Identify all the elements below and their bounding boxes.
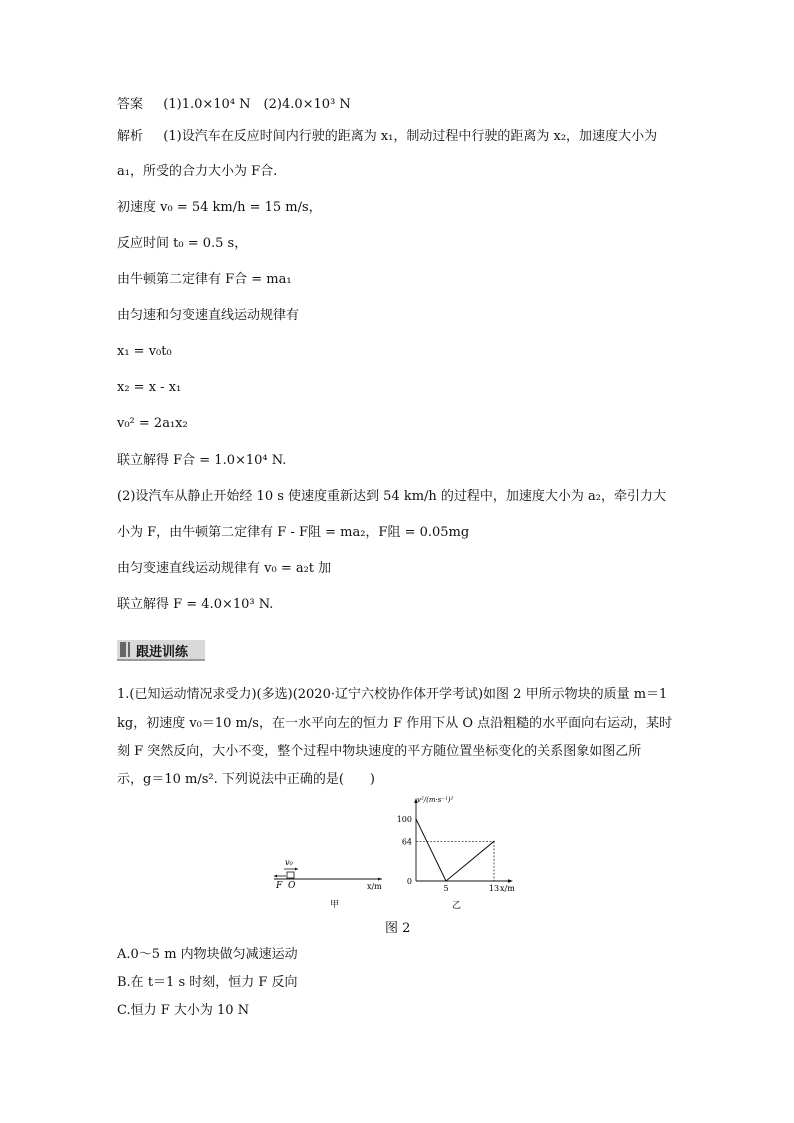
section-header (117, 640, 205, 661)
series-segment (416, 819, 446, 881)
analysis-line: 联立解得 F = 4.0×10³ N. (117, 597, 274, 612)
option-b: B.在 t＝1 s 时刻，恒力 F 反向 (117, 975, 298, 990)
analysis-line: 由匀速和匀变速直线运动规律有 (117, 308, 300, 323)
analysis-line-1 (117, 129, 657, 145)
origin-label: O (288, 881, 296, 891)
answer-text: (1)1.0×10⁴ N (2)4.0×10³ N (163, 97, 351, 112)
analysis-line: (2)设汽车从静止开始经 10 s 使速度重新达到 54 km/h 的过程中，加速度大小为 a₂，牵引力大 (117, 489, 667, 504)
analysis-label: 解析 (117, 129, 144, 144)
y-axis-label: v²/(m·s⁻¹)² (417, 796, 454, 804)
analysis-line: 反应时间 t₀ = 0.5 s， (117, 236, 248, 251)
data-point (415, 818, 416, 819)
v0-label: v₀ (285, 858, 293, 867)
x-axis-arrowhead (508, 879, 513, 883)
question-line: 示，g＝10 m/s². 下列说法中正确的是( ) (117, 772, 375, 787)
analysis-line: 由匀变速直线运动规律有 v₀ = a₂t 加 (117, 561, 332, 576)
y-tick-label: 64 (401, 837, 412, 847)
answer-label: 答案 (117, 97, 144, 112)
data-point (445, 880, 446, 881)
section-title: 跟进训练 (136, 645, 189, 660)
y-tick-label: 0 (406, 877, 412, 886)
answer-line (117, 97, 351, 113)
question-line: kg，初速度 v₀＝10 m/s，在一水平向左的恒力 F 作用下从 O 点沿粗糙的水平面向右运动，某时 (117, 716, 673, 731)
question-line: 1.(已知运动情况求受力)(多选)(2020·辽宁六校协作体开学考试)如图 2 甲所示物块的质量 m＝1 (117, 687, 668, 702)
axis-label: x/m (367, 882, 382, 891)
analysis-text: (1)设汽车在反应时间内行驶的距离为 x₁，制动过程中行驶的距离为 x₂，加速度大小为 (163, 129, 658, 144)
x-tick-label: 13 (488, 884, 500, 893)
data-point (493, 841, 494, 842)
analysis-line: x₁ = v₀t₀ (117, 344, 172, 359)
force-arrowhead (274, 875, 277, 878)
analysis-line: v₀² = 2a₁x₂ (117, 416, 188, 431)
x-axis-label: x/m (500, 884, 515, 893)
analysis-line: a₁，所受的合力大小为 F合. (117, 164, 278, 179)
force-label: F (276, 881, 283, 891)
section-marker-icon (120, 642, 126, 657)
yi-label: 乙 (452, 901, 462, 910)
analysis-line: x₂ = x - x₁ (117, 380, 182, 395)
jia-label: 甲 (330, 900, 340, 910)
question-line: 刻 F 突然反向，大小不变，整个过程中物块速度的平方随位置坐标变化的关系图象如图乙所 (117, 744, 642, 759)
option-c: C.恒力 F 大小为 10 N (117, 1003, 250, 1018)
analysis-line: 联立解得 F合 = 1.0×10⁴ N. (117, 453, 287, 468)
block-icon (287, 872, 294, 878)
figure-caption: 图 2 (385, 921, 411, 936)
x-tick-label: 5 (443, 884, 449, 893)
analysis-line: 小为 F，由牛顿第二定律有 F - F阻 = ma₂，F阻 = 0.05mg (117, 525, 470, 540)
analysis-line: 初速度 v₀ = 54 km/h = 15 m/s， (117, 200, 322, 215)
option-a: A.0～5 m 内物块做匀减速运动 (117, 947, 298, 962)
analysis-line: 由牛顿第二定律有 F合 = ma₁ (117, 272, 292, 287)
y-tick-label: 100 (396, 815, 412, 824)
v0-arrowhead (295, 868, 298, 871)
chart-yi (370, 790, 535, 910)
series-segment (446, 841, 494, 881)
